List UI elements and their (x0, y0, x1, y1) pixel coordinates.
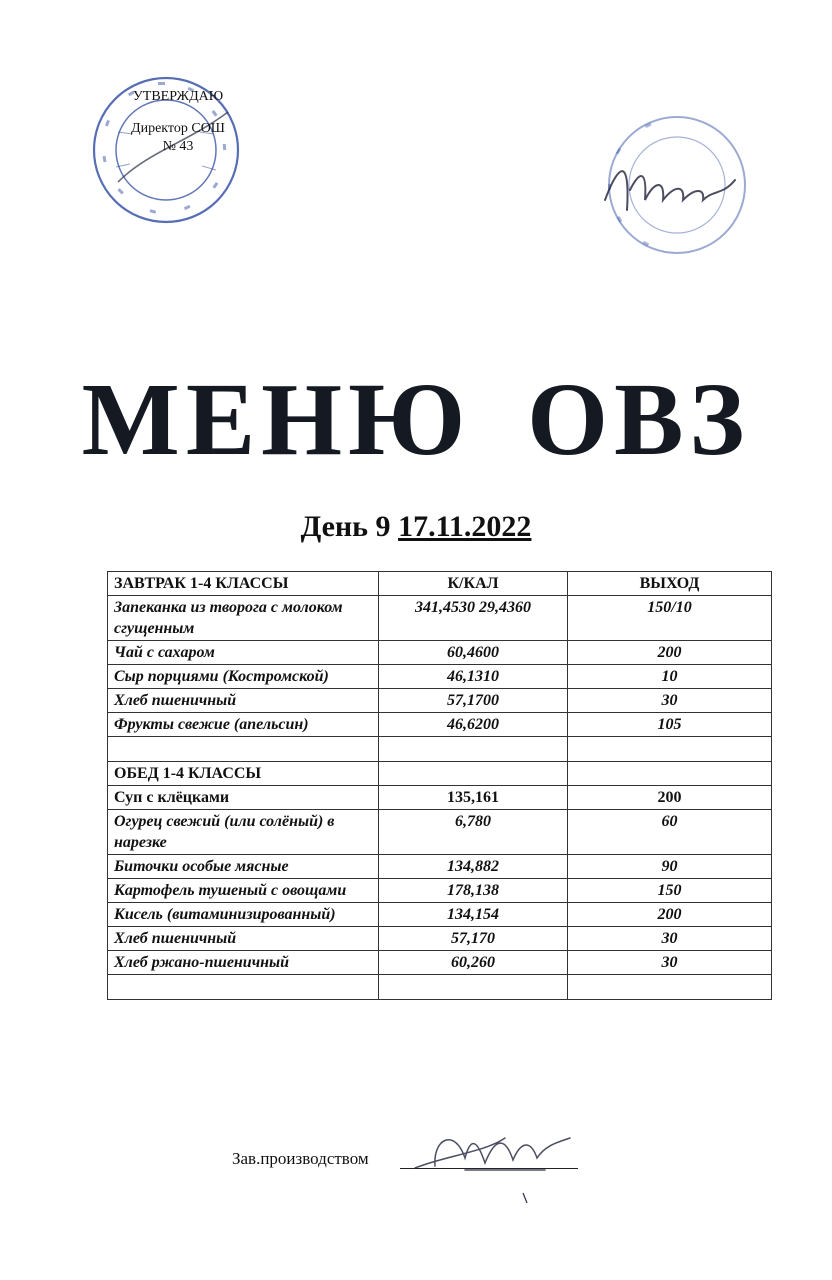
column-header-kcal: К/КАЛ (379, 572, 568, 596)
dish-name: Огурец свежий (или солёный) в нарезке (108, 810, 379, 855)
dish-kcal: 57,1700 (379, 689, 568, 713)
table-row (108, 713, 772, 737)
table-header-row (108, 572, 772, 596)
dish-name: Сыр порциями (Костромской) (108, 665, 379, 689)
table-row (108, 641, 772, 665)
approval-line-director: Директор СОШ (131, 121, 225, 136)
approval-line-approve: УТВЕРЖДАЮ (132, 89, 224, 104)
empty-row (108, 737, 772, 762)
approval-line-number: № 43 (162, 139, 194, 154)
dish-kcal: 341,4530 29,4360 (379, 596, 568, 641)
lunch-section-header: ОБЕД 1-4 КЛАССЫ (108, 762, 379, 786)
empty-cell (108, 975, 379, 1000)
column-header-output: ВЫХОД (568, 572, 772, 596)
dish-kcal: 134,154 (379, 903, 568, 927)
table-row (108, 879, 772, 903)
dish-output: 105 (568, 713, 772, 737)
table-row (108, 951, 772, 975)
dish-name: Хлеб пшеничный (108, 689, 379, 713)
table-row (108, 927, 772, 951)
page-title: МЕНЮ ОВЗ (81, 362, 751, 477)
approval-block (118, 88, 238, 156)
dish-output: 10 (568, 665, 772, 689)
empty-row (108, 975, 772, 1000)
dish-name: Кисель (витаминизированный) (108, 903, 379, 927)
dish-kcal: 60,4600 (379, 641, 568, 665)
dish-name: Хлеб ржано-пшеничный (108, 951, 379, 975)
dish-output: 150 (568, 879, 772, 903)
table-row (108, 689, 772, 713)
dish-output: 200 (568, 641, 772, 665)
table-row (108, 596, 772, 641)
day-label: День 9 (300, 510, 391, 543)
director-signature-stamp (585, 100, 755, 270)
day-heading (0, 510, 832, 544)
dish-kcal: 60,260 (379, 951, 568, 975)
empty-cell (379, 737, 568, 762)
table-row (108, 903, 772, 927)
manager-signature (405, 1108, 585, 1208)
dish-kcal: 46,6200 (379, 713, 568, 737)
empty-cell (379, 975, 568, 1000)
dish-output: 150/10 (568, 596, 772, 641)
menu-date: 17.11.2022 (398, 510, 532, 543)
dish-output: 30 (568, 951, 772, 975)
production-manager-label: Зав.производством (232, 1149, 369, 1168)
dish-name: Биточки особые мясные (108, 855, 379, 879)
column-header-breakfast: ЗАВТРАК 1-4 КЛАССЫ (108, 572, 379, 596)
dish-kcal: 46,1310 (379, 665, 568, 689)
dish-kcal: 6,780 (379, 810, 568, 855)
dish-output: 30 (568, 927, 772, 951)
table-row (108, 855, 772, 879)
dish-output: 90 (568, 855, 772, 879)
lunch-header-row (108, 762, 772, 786)
dish-output: 200 (568, 786, 772, 810)
dish-name: Запеканка из творога с молоком сгущенным (108, 596, 379, 641)
table-row (108, 665, 772, 689)
dish-output: 200 (568, 903, 772, 927)
table-row (108, 786, 772, 810)
dish-name: Фрукты свежие (апельсин) (108, 713, 379, 737)
dish-name: Картофель тушеный с овощами (108, 879, 379, 903)
dish-kcal: 178,138 (379, 879, 568, 903)
empty-cell (568, 762, 772, 786)
dish-output: 60 (568, 810, 772, 855)
dish-name: Суп с клёцками (108, 786, 379, 810)
empty-cell (568, 975, 772, 1000)
empty-cell (108, 737, 379, 762)
menu-table (107, 571, 772, 1000)
table-row (108, 810, 772, 855)
empty-cell (379, 762, 568, 786)
dish-name: Хлеб пшеничный (108, 927, 379, 951)
dish-kcal: 135,161 (379, 786, 568, 810)
dish-kcal: 134,882 (379, 855, 568, 879)
dish-output: 30 (568, 689, 772, 713)
empty-cell (568, 737, 772, 762)
dish-kcal: 57,170 (379, 927, 568, 951)
dish-name: Чай с сахаром (108, 641, 379, 665)
